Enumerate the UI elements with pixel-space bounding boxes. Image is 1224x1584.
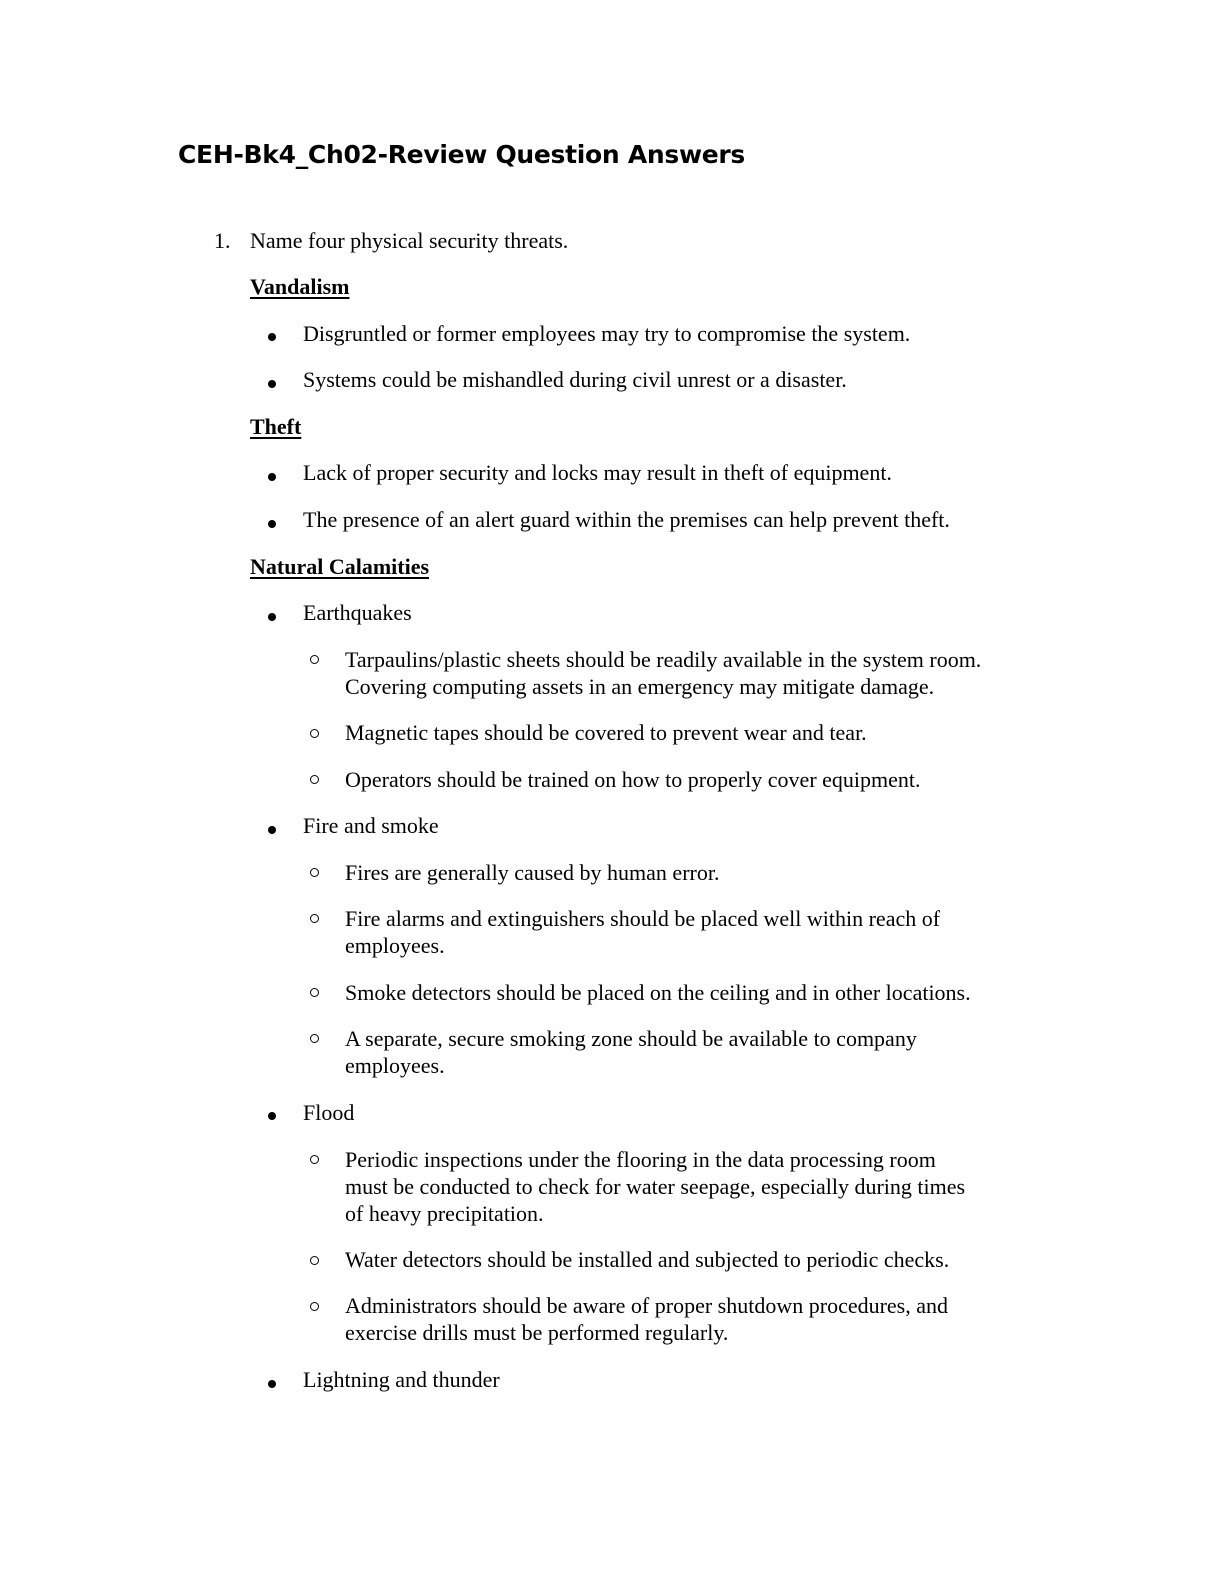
list-item-fire-and-smoke: Fire and smoke [303,813,439,838]
bullet-icon [268,333,276,341]
list-item: Systems could be mishandled during civil unrest or a disaster. [303,367,847,392]
sub-bullet-icon [310,1302,319,1311]
sub-list-item: Water detectors should be installed and subjected to periodic checks. [345,1247,950,1272]
list-item-flood: Flood [303,1100,355,1125]
sub-list-item-continuation: Covering computing assets in an emergency may mitigate damage. [345,674,935,699]
list-item: Lack of proper security and locks may result in theft of equipment. [303,460,892,485]
sub-bullet-icon [310,988,319,997]
bullet-icon [268,613,276,621]
sub-list-item: Periodic inspections under the flooring in the data processing room [345,1147,936,1172]
sub-bullet-icon [310,775,319,784]
bullet-icon [268,520,276,528]
document-title: CEH-Bk4_Ch02-Review Question Answers [178,140,746,169]
bullet-icon [268,1380,276,1388]
section-heading-natural-calamities: Natural Calamities [250,554,430,579]
sub-bullet-icon [310,1155,319,1164]
sub-list-item: Tarpaulins/plastic sheets should be readily available in the system room. [345,647,982,672]
list-item-lightning-and-thunder: Lightning and thunder [303,1367,500,1392]
sub-list-item: Administrators should be aware of proper shutdown procedures, and [345,1293,949,1318]
sub-list-item-continuation: employees. [345,1053,445,1078]
question-text: Name four physical security threats. [250,228,569,253]
sub-list-item-continuation: of heavy precipitation. [345,1201,544,1226]
sub-bullet-icon [310,729,319,738]
bullet-icon [268,826,276,834]
sub-bullet-icon [310,868,319,877]
list-item: The presence of an alert guard within the premises can help prevent theft. [303,507,950,532]
sub-bullet-icon [310,655,319,664]
bullet-icon [268,1112,276,1120]
bullet-icon [268,380,276,388]
list-item-earthquakes: Earthquakes [303,600,412,625]
sub-list-item-continuation: exercise drills must be performed regularly. [345,1320,729,1345]
sub-bullet-icon [310,1034,319,1043]
bullet-icon [268,473,276,481]
sub-list-item: Fire alarms and extinguishers should be placed well within reach of [345,906,941,931]
question-number: 1. [214,228,231,253]
section-heading-theft: Theft [250,414,302,439]
sub-list-item: Magnetic tapes should be covered to prevent wear and tear. [345,720,867,745]
sub-list-item: Fires are generally caused by human error. [345,860,720,885]
sub-bullet-icon [310,1256,319,1265]
sub-list-item-continuation: employees. [345,933,445,958]
list-item: Disgruntled or former employees may try to compromise the system. [303,321,911,346]
sub-list-item-continuation: must be conducted to check for water seepage, especially during times [345,1174,966,1199]
sub-bullet-icon [310,914,319,923]
sub-list-item: Operators should be trained on how to properly cover equipment. [345,767,921,792]
sub-list-item: A separate, secure smoking zone should be available to company [345,1026,917,1051]
sub-list-item: Smoke detectors should be placed on the ceiling and in other locations. [345,980,971,1005]
section-heading-vandalism: Vandalism [250,274,350,299]
